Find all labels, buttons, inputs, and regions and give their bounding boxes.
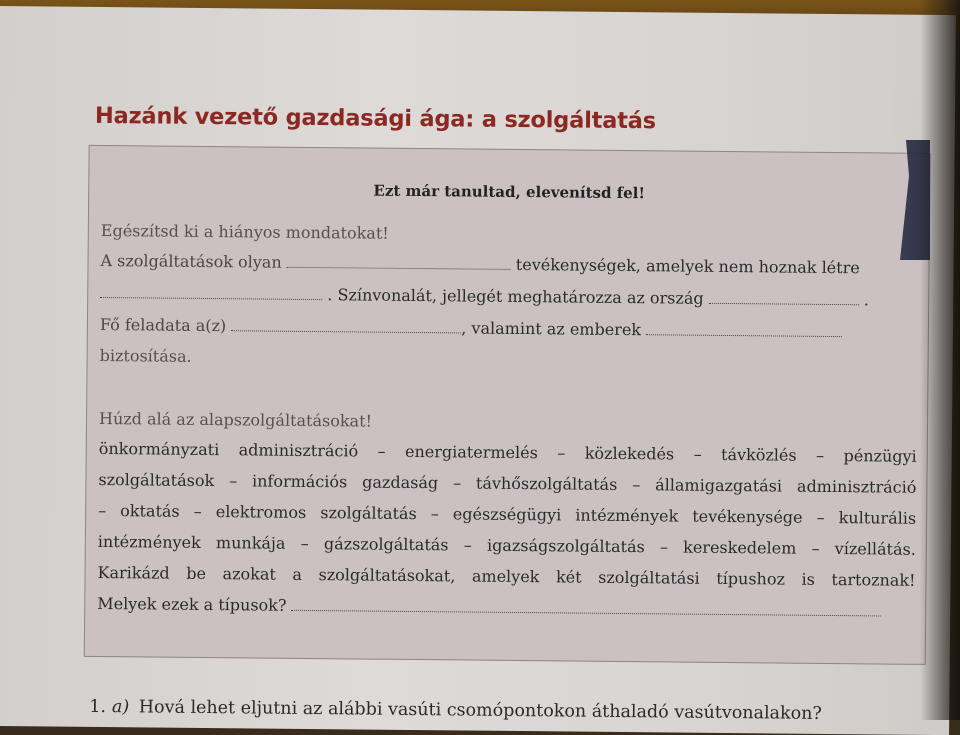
task3-question: Melyek ezek a típusok? (97, 593, 287, 615)
blank-field-1[interactable] (287, 253, 511, 270)
task3-instruction: Karikázd be azokat a szolgáltatásokat, amelyek két szolgáltatási típushoz is tartoznak! (97, 562, 916, 590)
blank-field-6[interactable] (292, 596, 882, 617)
s1-before-text: A szolgáltatások olyan (100, 250, 282, 272)
review-box (84, 145, 931, 665)
sentence-1 (100, 250, 918, 280)
chapter-title: Hazánk vezető gazdasági ága: a szolgáltatás (94, 102, 657, 135)
exercise-letter: a) (111, 697, 130, 718)
service-list-line: intézmények munkája – gázszolgáltatás – igazságszolgáltatás – kereskedelem – vízellátás. (97, 531, 916, 559)
s3-end-text: biztosítása. (99, 345, 192, 366)
task3-question-row (97, 593, 915, 623)
exercise-text: Hová lehet eljutni az alábbi vasúti csomópontokon áthaladó vasútvonalakon? (138, 697, 822, 724)
blank-field-5[interactable] (646, 320, 842, 337)
service-list-line: – oktatás – elektromos szolgáltatás – egészségügyi intézmények tevékenysége – kulturális (98, 500, 917, 528)
page-edge-shadow (920, 0, 960, 720)
sentence-2 (100, 282, 918, 312)
box-heading: Ezt már tanultad, elevenítsd fel! (373, 181, 646, 203)
blank-field-3[interactable] (709, 289, 859, 305)
task2-instruction: Húzd alá az alapszolgáltatásokat! (98, 408, 373, 431)
s3-mid-text: , valamint az emberek (461, 318, 642, 340)
s2-end-text: . (863, 290, 870, 310)
blank-field-2[interactable] (100, 283, 322, 300)
s3-before-text: Fő feladata a(z) (99, 314, 227, 336)
textbook-page (0, 6, 956, 735)
sentence-3 (100, 314, 918, 344)
s2-after-text: . Színvonalát, jellegét meghatározza az ország (327, 285, 704, 308)
service-list-line: önkormányzati adminisztráció – energiatermelés – közlekedés – távközlés – pénzügyi (98, 438, 917, 466)
task1-instruction: Egészítsd ki a hiányos mondatokat! (100, 220, 389, 243)
s1-after-text: tevékenységek, amelyek nem hoznak létre (515, 254, 860, 278)
blank-field-4[interactable] (231, 316, 461, 333)
service-list-line: szolgáltatások – információs gazdaság – távhőszolgáltatás – államigazgatási adminisztráció (98, 469, 917, 497)
exercise-number: 1. (89, 696, 107, 718)
